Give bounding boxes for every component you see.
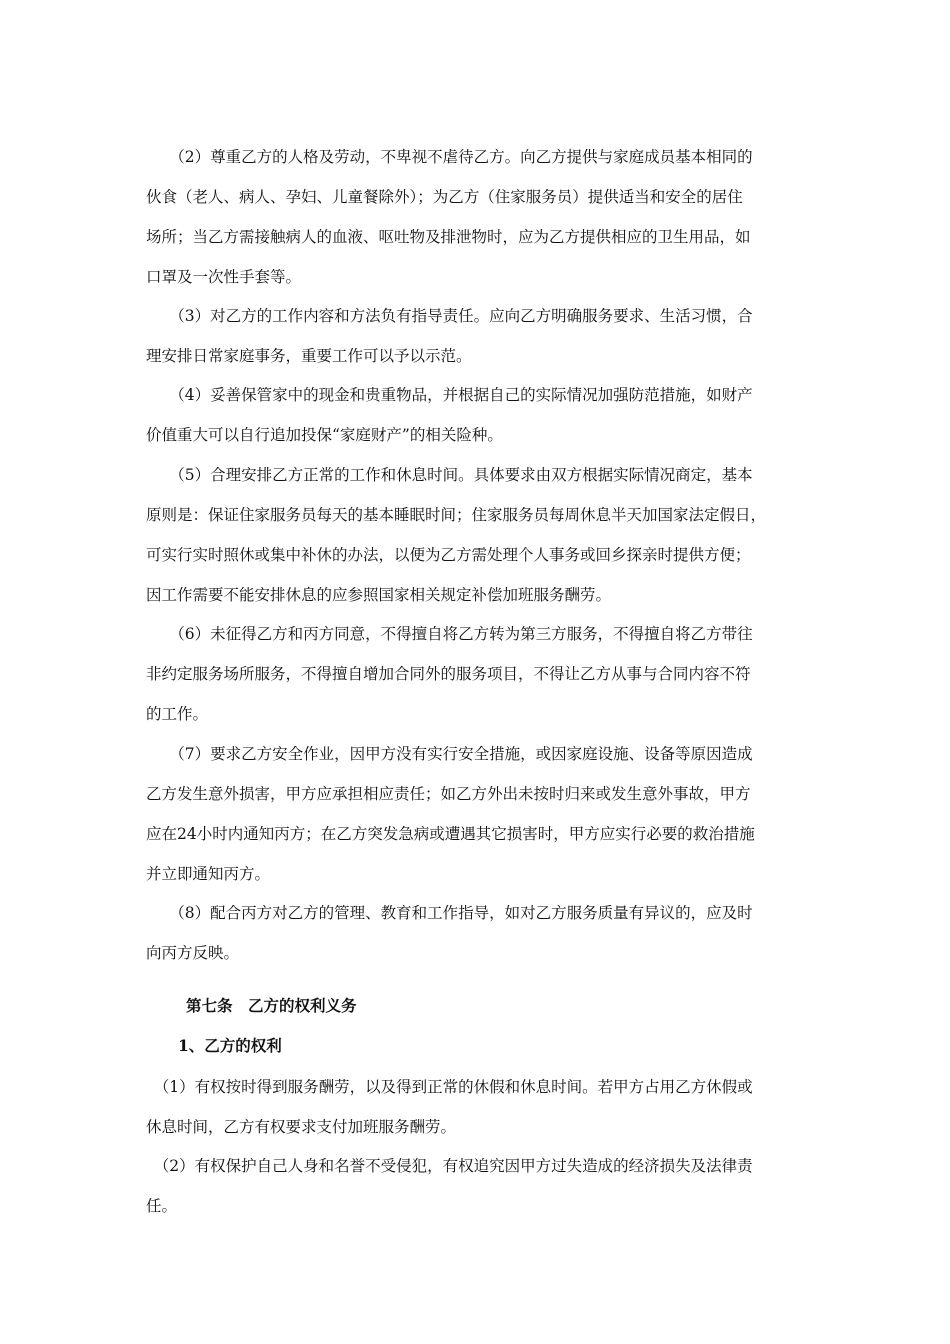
text-line: （6）未征得乙方和丙方同意，不得擅自将乙方转为第三方服务，不得擅自将乙方带往 — [146, 625, 753, 643]
text-line: （5）合理安排乙方正常的工作和休息时间。具体要求由双方根据实际情况商定，基本 — [146, 466, 753, 484]
text-line: 非约定服务场所服务，不得擅自增加合同外的服务项目，不得让乙方从事与合同内容不符 — [146, 665, 751, 683]
paragraph-5 — [146, 455, 806, 615]
text-line: 原则是：保证住家服务员每天的基本睡眠时间；住家服务员每周休息半天加国家法定假日， — [146, 506, 767, 524]
text-line: 并立即通知丙方。 — [146, 865, 271, 883]
text-line: 因工作需要不能安排休息的应参照国家相关规定补偿加班服务酬劳。 — [146, 586, 612, 604]
text-line: （7）要求乙方安全作业，因甲方没有实行安全措施，或因家庭设施、设备等原因造成 — [146, 745, 753, 763]
text-line: （3）对乙方的工作内容和方法负有指导责任。应向乙方明确服务要求、生活习惯，合 — [146, 307, 753, 325]
text-line: 任。 — [146, 1197, 178, 1215]
rights-item-1 — [146, 1067, 806, 1147]
text-line: （2）尊重乙方的人格及劳动，不卑视不虐待乙方。向乙方提供与家庭成员基本相同的 — [146, 148, 753, 166]
paragraph-4 — [146, 375, 806, 455]
text-line: 的工作。 — [146, 705, 209, 723]
text-line: 休息时间，乙方有权要求支付加班服务酬劳。 — [146, 1118, 457, 1136]
paragraph-7 — [146, 734, 806, 894]
text-line: 可实行实时照休或集中补休的办法，以便为乙方需处理个人事务或回乡探亲时提供方便； — [146, 546, 751, 564]
text-line: 应在24小时内通知丙方；在乙方突发急病或遭遇其它损害时，甲方应实行必要的救治措施 — [146, 825, 755, 843]
text-line: 场所；当乙方需接触病人的血液、呕吐物及排泄物时，应为乙方提供相应的卫生用品，如 — [146, 228, 751, 246]
text-line: 伙食（老人、病人、孕妇、儿童餐除外）；为乙方（住家服务员）提供适当和安全的居住 — [146, 188, 743, 206]
text-line: （8）配合丙方对乙方的管理、教育和工作指导，如对乙方服务质量有异议的，应及时 — [146, 904, 753, 922]
text-line: （1）有权按时得到服务酬劳，以及得到正常的休假和休息时间。若甲方占用乙方休假或 — [146, 1078, 753, 1096]
text-line: 价值重大可以自行追加投保“家庭财产”的相关险种。 — [146, 426, 503, 444]
text-line: （4）妥善保管家中的现金和贵重物品，并根据自己的实际情况加强防范措施，如财产 — [146, 386, 753, 404]
article-7-heading: 第七条 乙方的权利义务 — [186, 996, 357, 1015]
paragraph-2 — [146, 137, 806, 297]
paragraph-8 — [146, 893, 806, 973]
text-line: （2）有权保护自己人身和名誉不受侵犯，有权追究因甲方过失造成的经济损失及法律责 — [146, 1157, 753, 1175]
text-line: 理安排日常家庭事务，重要工作可以予以示范。 — [146, 347, 472, 365]
text-line: 口罩及一次性手套等。 — [146, 268, 302, 286]
paragraph-6 — [146, 614, 806, 734]
text-line: 向丙方反映。 — [146, 944, 240, 962]
paragraph-3 — [146, 296, 806, 376]
text-line: 乙方发生意外损害，甲方应承担相应责任；如乙方外出未按时归来或发生意外事故，甲方 — [146, 785, 751, 803]
rights-subheading: 1、乙方的权利 — [178, 1036, 282, 1055]
rights-item-2 — [146, 1146, 806, 1226]
